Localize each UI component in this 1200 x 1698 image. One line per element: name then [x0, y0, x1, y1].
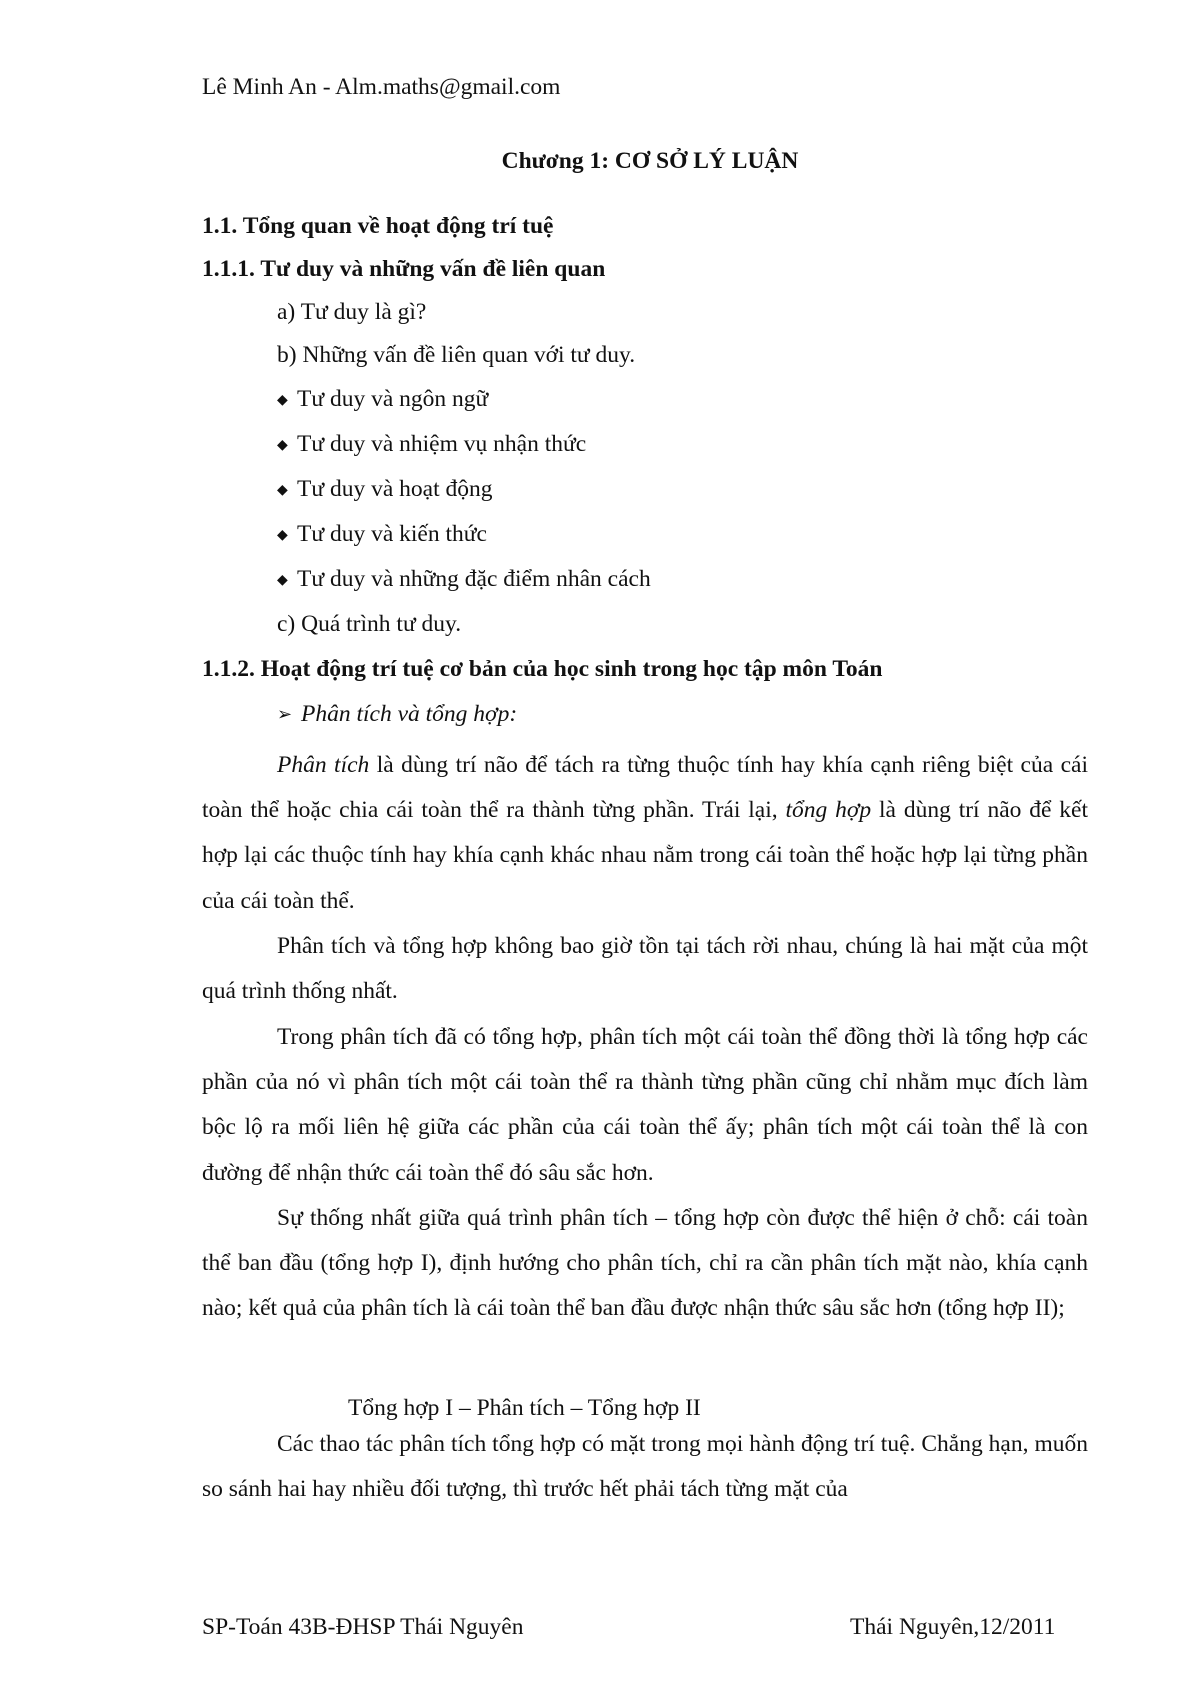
diamond-bullet-icon: ◆ — [277, 483, 288, 498]
bullet-item — [277, 384, 488, 416]
arrow-item — [277, 699, 517, 729]
paragraph-4: Sự thống nhất giữa quá trình phân tích – tổng hợp còn được thể hiện ở chỗ: cái toàn thể ban đầu (tổng hợp I), định hướng cho phân tích, chỉ ra cần phân tích mặt nào, khía cạnh nào; kết quả của phân tích là cái toàn thể ban đầu được nhận thức sâu sắc hơn (tổng hợp II); — [202, 1205, 1088, 1322]
paragraph-5: Các thao tác phân tích tổng hợp có mặt trong mọi hành động trí tuệ. Chẳng hạn, muốn so sánh hai hay nhiều đối tượng, thì trước hết phải tách từng mặt của — [202, 1431, 1088, 1503]
diamond-bullet-icon: ◆ — [277, 528, 288, 543]
paragraph-2: Phân tích và tổng hợp không bao giờ tồn tại tách rời nhau, chúng là hai mặt của một quá trình thống nhất. — [202, 933, 1088, 1005]
diamond-bullet-icon: ◆ — [277, 393, 288, 408]
paragraph-1-text-b: là dùng trí não để kết hợp lại các thuộc tính hay khía cạnh khác nhau nằm trong cái toàn thể hoặc hợp lại từng phần của cái toàn thể. — [202, 797, 1088, 914]
list-item-b: b) Những vấn đề liên quan với tư duy. — [277, 342, 636, 368]
bullet-item — [277, 564, 651, 596]
arrow-bullet-icon: ➢ — [277, 704, 293, 724]
bullet-item — [277, 474, 492, 506]
paragraph-3: Trong phân tích đã có tổng hợp, phân tích một cái toàn thể đồng thời là tổng hợp các phần của nó vì phân tích một cái toàn thể ra thành từng phần cũng chỉ nhằm mục đích làm bộc lộ ra mối liên hệ giữa các phần của cái toàn thể ấy; phân tích một cái toàn thể là con đường để nhận thức cái toàn thể đó sâu sắc hơn. — [202, 1024, 1088, 1186]
formula-line: Tổng hợp I – Phân tích – Tổng hợp II — [348, 1395, 701, 1421]
term-phan-tich: Phân tích — [277, 752, 370, 778]
bullet-text: Tư duy và ngôn ngữ — [297, 386, 489, 412]
section-heading-1-1-1: 1.1.1. Tư duy và những vấn đề liên quan — [202, 256, 606, 282]
list-item-a: a) Tư duy là gì? — [277, 299, 427, 325]
footer-left: SP-Toán 43B-ĐHSP Thái Nguyên — [202, 1614, 524, 1640]
diamond-bullet-icon: ◆ — [277, 573, 288, 588]
section-heading-1-1-2: 1.1.2. Hoạt động trí tuệ cơ bản của học sinh trong học tập môn Toán — [202, 656, 883, 682]
bullet-text: Tư duy và hoạt động — [297, 476, 493, 502]
diamond-bullet-icon: ◆ — [277, 438, 288, 453]
bullet-text: Tư duy và những đặc điểm nhân cách — [297, 566, 651, 592]
list-item-c: c) Quá trình tư duy. — [277, 611, 462, 637]
page-header: Lê Minh An - Alm.maths@gmail.com — [202, 74, 561, 100]
term-tong-hop: tổng hợp — [785, 797, 872, 824]
paragraph-1-text-a: là dùng trí não để tách ra từng thuộc tính hay khía cạnh riêng biệt của cái toàn thể hoặc chia cái toàn thể ra thành từng phần. Trái lại, — [202, 752, 1088, 824]
arrow-item-text: Phân tích và tổng hợp: — [301, 701, 518, 727]
section-heading-1-1: 1.1. Tổng quan về hoạt động trí tuệ — [202, 213, 554, 239]
bullet-text: Tư duy và nhiệm vụ nhận thức — [297, 431, 587, 457]
bullet-item — [277, 519, 487, 551]
footer-right: Thái Nguyên,12/2011 — [850, 1614, 1056, 1640]
bullet-item — [277, 429, 586, 461]
chapter-title: Chương 1: CƠ SỞ LÝ LUẬN — [501, 148, 799, 174]
paragraph-1 — [202, 743, 1088, 924]
bullet-text: Tư duy và kiến thức — [297, 521, 487, 547]
